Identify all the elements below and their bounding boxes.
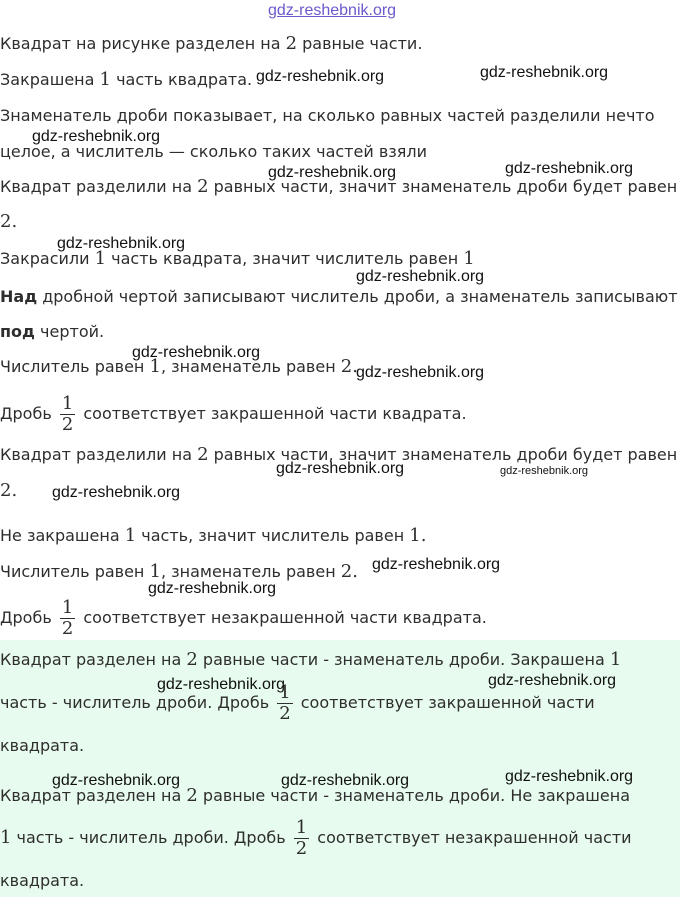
answer-line: квадрата. [0,736,85,755]
fraction: $\frac{1}{2}$ [279,682,291,724]
fraction: $\frac{1}{2}$ [61,597,74,639]
answer-line: Квадрат разделен на 2 равные части - знаменатель дроби. Не закрашена [0,785,630,806]
fraction-line: Дробь $\frac{1}{2}$ соответствует закрашенной части квадрата. [0,393,467,435]
watermark: gdz-reshebnik.org [500,465,589,477]
text-line: Не закрашена 1 часть, значит числитель равен 1. [0,525,427,546]
watermark: gdz-reshebnik.org [32,128,161,145]
text-line: Знаменатель дроби показывает, на сколько равных частей разделили нечто [0,106,655,125]
text-line: Закрасили 1 часть квадрата, значит числитель равен 1 [0,248,475,269]
fraction: $\frac{1}{2}$ [61,393,74,435]
watermark: gdz-reshebnik.org [57,235,186,252]
watermark: gdz-reshebnik.org [148,580,277,597]
answer-line: квадрата. [0,871,85,890]
fraction-line: Дробь $\frac{1}{2}$ соответствует незакрашенной части квадрата. [0,597,487,639]
text-line: 2. [0,480,18,501]
watermark: gdz-reshebnik.org [256,68,385,85]
watermark: gdz-reshebnik.org [356,268,485,285]
watermark: gdz-reshebnik.org [52,484,181,501]
watermark: gdz-reshebnik.org [268,164,397,181]
watermark: gdz-reshebnik.org [356,364,485,381]
answer-line: часть - числитель дроби. Дробь $\frac{1}{2}$ соответствует закрашенной части [0,682,595,724]
watermark: gdz-reshebnik.org [157,676,286,693]
watermark: gdz-reshebnik.org [268,2,397,19]
text-line: Квадрат разделили на 2 равных части, значит знаменатель дроби будет равен [0,176,678,197]
text-line: целое, а числитель — сколько таких частей взяли [0,142,427,161]
text-line: Над дробной чертой записывают числитель дроби, а знаменатель записывают [0,287,678,306]
text-line: 2. [0,211,18,232]
fraction: $\frac{1}{2}$ [295,817,308,859]
text-line: Квадрат разделили на 2 равных части, значит знаменатель дроби будет равен [0,444,678,465]
text-line: под чертой. [0,322,105,341]
watermark: gdz-reshebnik.org [281,772,410,789]
answer-line: 1 часть - числитель дроби. Дробь $\frac{1}{2}$ соответствует незакрашенной части [0,817,632,859]
text-line: Числитель равен 1, знаменатель равен 2. [0,356,358,377]
answer-line: Квадрат разделен на 2 равные части - знаменатель дроби. Закрашена 1 [0,649,622,670]
text-line: Закрашена 1 часть квадрата. [0,69,253,90]
watermark: gdz-reshebnik.org [276,460,405,477]
watermark: gdz-reshebnik.org [132,344,261,361]
watermark: gdz-reshebnik.org [480,64,609,81]
watermark: gdz-reshebnik.org [505,160,634,177]
text-line: Числитель равен 1, знаменатель равен 2. [0,561,358,582]
watermark: gdz-reshebnik.org [488,672,617,689]
watermark: gdz-reshebnik.org [505,768,634,785]
text-line: Квадрат на рисунке разделен на 2 равные части. [0,33,423,54]
watermark: gdz-reshebnik.org [52,772,181,789]
watermark: gdz-reshebnik.org [372,556,501,573]
